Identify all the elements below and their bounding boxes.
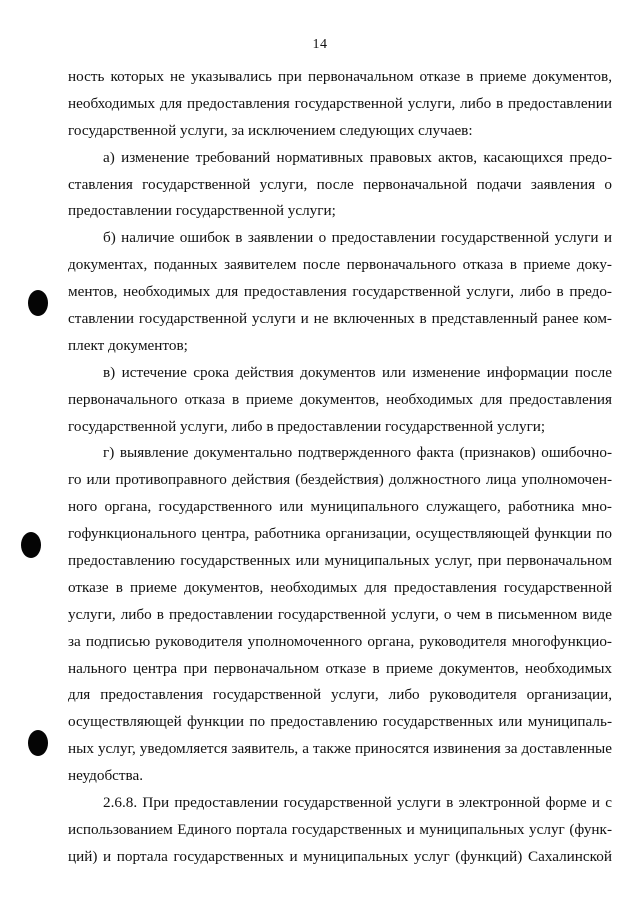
text-line bbox=[68, 844, 612, 871]
text-line bbox=[68, 360, 612, 387]
text-line-content: а) изменение требований нормативных правовых актов, касающихся предо- bbox=[103, 148, 612, 166]
punch-hole-bottom bbox=[28, 730, 48, 756]
text-line-content: ного органа, государственного или муниципального служащего, работника мно- bbox=[68, 498, 612, 516]
text-line bbox=[68, 602, 612, 629]
text-line bbox=[68, 333, 612, 360]
text-line-content: неудобства. bbox=[68, 767, 144, 785]
text-line bbox=[68, 548, 612, 575]
text-line-content: ментов, необходимых для предоставления государственной услуги, либо в предо- bbox=[68, 283, 612, 301]
text-line-content: первоначального отказа в приеме документов, необходимых для предоставления bbox=[68, 390, 612, 408]
text-line bbox=[68, 252, 612, 279]
text-line-content: предоставлению государственных или муниципальных услуг, при первоначальном bbox=[68, 552, 612, 570]
text-line bbox=[68, 306, 612, 333]
text-line-content: плект документов; bbox=[68, 336, 188, 354]
text-line-content: предоставлении государственной услуги; bbox=[68, 202, 336, 220]
text-line bbox=[68, 709, 612, 736]
document-body bbox=[68, 64, 612, 871]
text-line bbox=[68, 736, 612, 763]
text-line-content: государственной услуги, либо в предоставлении государственной услуги; bbox=[68, 417, 546, 435]
text-line bbox=[68, 629, 612, 656]
text-line bbox=[68, 172, 612, 199]
text-line-content: за подписью руководителя уполномоченного органа, руководителя многофункцио- bbox=[68, 632, 612, 650]
page-number: 14 bbox=[312, 37, 328, 52]
text-line bbox=[68, 414, 612, 441]
text-line bbox=[68, 817, 612, 844]
text-line-content: ных услуг, уведомляется заявитель, а также приносятся извинения за доставленные bbox=[68, 740, 612, 758]
text-line bbox=[68, 521, 612, 548]
text-line bbox=[68, 682, 612, 709]
text-line bbox=[68, 790, 612, 817]
text-line-content: использованием Единого портала государственных и муниципальных услуг (функ- bbox=[68, 820, 612, 838]
text-line-content: г) выявление документально подтвержденного факта (признаков) ошибочно- bbox=[103, 444, 612, 462]
text-line bbox=[68, 198, 612, 225]
text-line-content: го или противоправного действия (бездействия) должностного лица уполномочен- bbox=[68, 471, 612, 489]
text-line-content: необходимых для предоставления государственной услуги, либо в предоставлении bbox=[68, 94, 612, 112]
text-line-content: документах, поданных заявителем после первоначального отказа в приеме доку- bbox=[68, 256, 612, 274]
text-line bbox=[68, 494, 612, 521]
text-line-content: услуги, либо в предоставлении государственной услуги, о чем в письменном виде bbox=[68, 605, 612, 623]
text-line bbox=[68, 145, 612, 172]
text-line-content: государственной услуги, за исключением следующих случаев: bbox=[68, 121, 473, 139]
text-line bbox=[68, 279, 612, 306]
text-line-content: ность которых не указывались при первоначальном отказе в приеме документов, bbox=[68, 68, 612, 85]
text-line bbox=[68, 440, 612, 467]
text-line-content: ций) и портала государственных и муниципальных услуг (функций) Сахалинской bbox=[68, 847, 612, 865]
text-line bbox=[68, 91, 612, 118]
text-line-content: ставления государственной услуги, после первоначальной подачи заявления о bbox=[68, 175, 612, 193]
text-line bbox=[68, 575, 612, 602]
text-line bbox=[68, 387, 612, 414]
text-line bbox=[68, 118, 612, 145]
text-line bbox=[68, 656, 612, 683]
text-line-content: отказе в приеме документов, необходимых для предоставления государственной bbox=[68, 578, 612, 596]
punch-hole-middle bbox=[21, 532, 41, 558]
text-line-content: б) наличие ошибок в заявлении о предоставлении государственной услуги и bbox=[103, 229, 612, 247]
text-line bbox=[68, 64, 612, 91]
text-line-content: гофункционального центра, работника организации, осуществляющей функции по bbox=[68, 525, 612, 543]
text-line-content: осуществляющей функции по предоставлению государственных или муниципаль- bbox=[68, 713, 612, 731]
text-line-content: для предоставления государственной услуги, либо руководителя организации, bbox=[68, 686, 612, 704]
text-line-content: 2.6.8. При предоставлении государственной услуги в электронной форме и с bbox=[103, 794, 612, 812]
text-line-content: в) истечение срока действия документов или изменение информации после bbox=[103, 363, 612, 381]
text-line bbox=[68, 225, 612, 252]
text-line bbox=[68, 467, 612, 494]
text-line-content: нального центра при первоначальном отказе в приеме документов, необходимых bbox=[68, 659, 612, 677]
text-line-content: ставлении государственной услуги и не включенных в представленный ранее ком- bbox=[68, 310, 612, 328]
text-line bbox=[68, 763, 612, 790]
punch-hole-top bbox=[28, 290, 48, 316]
